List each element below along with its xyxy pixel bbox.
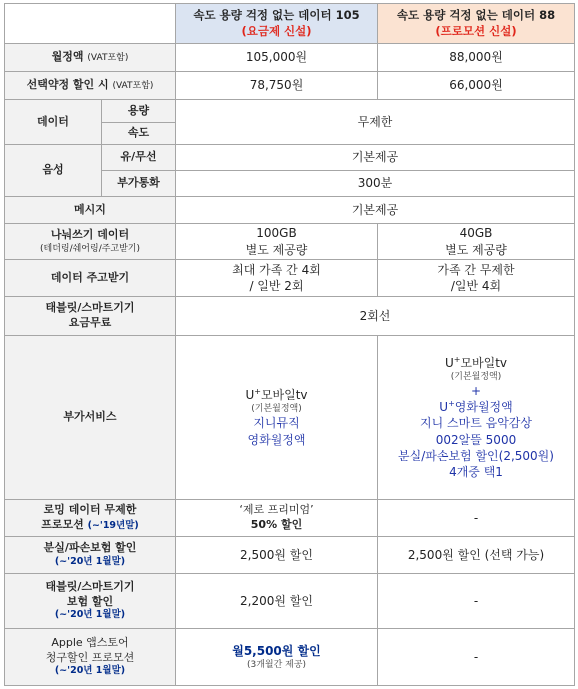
- addon-105-tv-note: (기본월정액): [251, 404, 302, 415]
- roaming-88: -: [378, 500, 575, 537]
- addon-label: 부가서비스: [5, 336, 176, 500]
- row-apple-promo: [5, 629, 575, 686]
- addon-88-tv-note: (기본월정액): [450, 371, 502, 382]
- voice-wired-value: 기본제공: [176, 145, 575, 171]
- addon-88-002: 002알뜰 5000: [435, 432, 517, 447]
- data-speed-label: 속도: [102, 123, 176, 145]
- row-message: [5, 197, 575, 224]
- apple-promo-label: Apple 앱스토어 청구할인 프로모션 (~'20년 1월말): [5, 629, 176, 686]
- plan-88-tag: (프로모션 신설): [435, 23, 517, 38]
- addon-88-plus: +: [470, 384, 482, 399]
- addon-88: [378, 336, 575, 500]
- monthly-fee-label: 월정액 (VAT포함): [5, 44, 176, 72]
- row-roaming: [5, 500, 575, 537]
- share-data-label: 나눠쓰기 데이터 (테더링/쉐어링/주고받기): [5, 224, 176, 260]
- tablet-insurance-105: 2,200원 할인: [176, 574, 378, 629]
- row-discount: [5, 72, 575, 100]
- voice-extra-value: 300분: [176, 171, 575, 197]
- tablet-free-label: 태블릿/스마트기기 요금무료: [5, 297, 176, 336]
- plan-105-title: 속도 용량 걱정 없는 데이터 105: [193, 7, 360, 22]
- voice-wired-label: 유/무선: [102, 145, 176, 171]
- roaming-105: ‘제로 프리미엄’ 50% 할인: [176, 500, 378, 537]
- apple-promo-105: 월5,500원 할인 (3개월간 제공): [176, 629, 378, 686]
- addon-105-genie: 지니뮤직: [253, 416, 300, 431]
- share-data-88: 40GB 별도 제공량: [378, 224, 575, 260]
- roaming-label: 로밍 데이터 무제한 프로모션 (~'19년말): [5, 500, 176, 537]
- row-share-data: [5, 224, 575, 260]
- header-blank: [5, 4, 176, 44]
- tablet-insurance-label: 태블릿/스마트기기 보험 할인 (~'20년 1월말): [5, 574, 176, 629]
- message-value: 기본제공: [176, 197, 575, 224]
- plan-105-header: [176, 4, 378, 44]
- message-label: 메시지: [5, 197, 176, 224]
- row-tablet-insurance: [5, 574, 575, 629]
- row-data-gift: [5, 260, 575, 297]
- tablet-insurance-88: -: [378, 574, 575, 629]
- discount-88: 66,000원: [378, 72, 575, 100]
- plan-88-header: [378, 4, 575, 44]
- addon-105-movie: 영화월정액: [247, 432, 306, 447]
- addon-88-tv: U+모바일tv: [444, 354, 508, 370]
- row-addon-services: [5, 336, 575, 500]
- addon-105-tv: U+모바일tv: [245, 387, 308, 403]
- addon-88-genie: 지니 스마트 음악감상: [420, 416, 532, 431]
- data-label: 데이터: [5, 100, 102, 145]
- data-gift-88: 가족 간 무제한 /일반 4회: [378, 260, 575, 297]
- row-insurance: [5, 537, 575, 574]
- insurance-105: 2,500원 할인: [176, 537, 378, 574]
- data-value: 무제한: [176, 100, 575, 145]
- addon-105: [176, 336, 378, 500]
- insurance-label: 분실/파손보험 할인 (~'20년 1월말): [5, 537, 176, 574]
- share-data-105: 100GB 별도 제공량: [176, 224, 378, 260]
- addon-88-choose: 4개중 택1: [449, 465, 503, 480]
- data-gift-105: 최대 가족 간 4회 / 일반 2회: [176, 260, 378, 297]
- tablet-free-value: 2회선: [176, 297, 575, 336]
- header-row: [5, 4, 575, 44]
- data-capacity-label: 용량: [102, 100, 176, 123]
- plan-comparison-table: [4, 3, 575, 686]
- data-gift-label: 데이터 주고받기: [5, 260, 176, 297]
- addon-88-insurance: 분실/파손보험 할인(2,500원): [398, 448, 554, 463]
- monthly-fee-105: 105,000원: [176, 44, 378, 72]
- voice-label: 음성: [5, 145, 102, 197]
- insurance-88: 2,500원 할인 (선택 가능): [378, 537, 575, 574]
- addon-88-movie: U+영화월정액: [439, 399, 513, 415]
- row-data-capacity: [5, 100, 575, 123]
- apple-promo-88: -: [378, 629, 575, 686]
- discount-105: 78,750원: [176, 72, 378, 100]
- voice-extra-label: 부가통화: [102, 171, 176, 197]
- discount-label: 선택약정 할인 시 (VAT포함): [5, 72, 176, 100]
- plan-88-title: 속도 용량 걱정 없는 데이터 88: [396, 7, 556, 22]
- row-voice-basic: [5, 145, 575, 171]
- plan-105-tag: (요금제 신설): [241, 23, 312, 38]
- monthly-fee-88: 88,000원: [378, 44, 575, 72]
- row-tablet-free: [5, 297, 575, 336]
- row-monthly-fee: [5, 44, 575, 72]
